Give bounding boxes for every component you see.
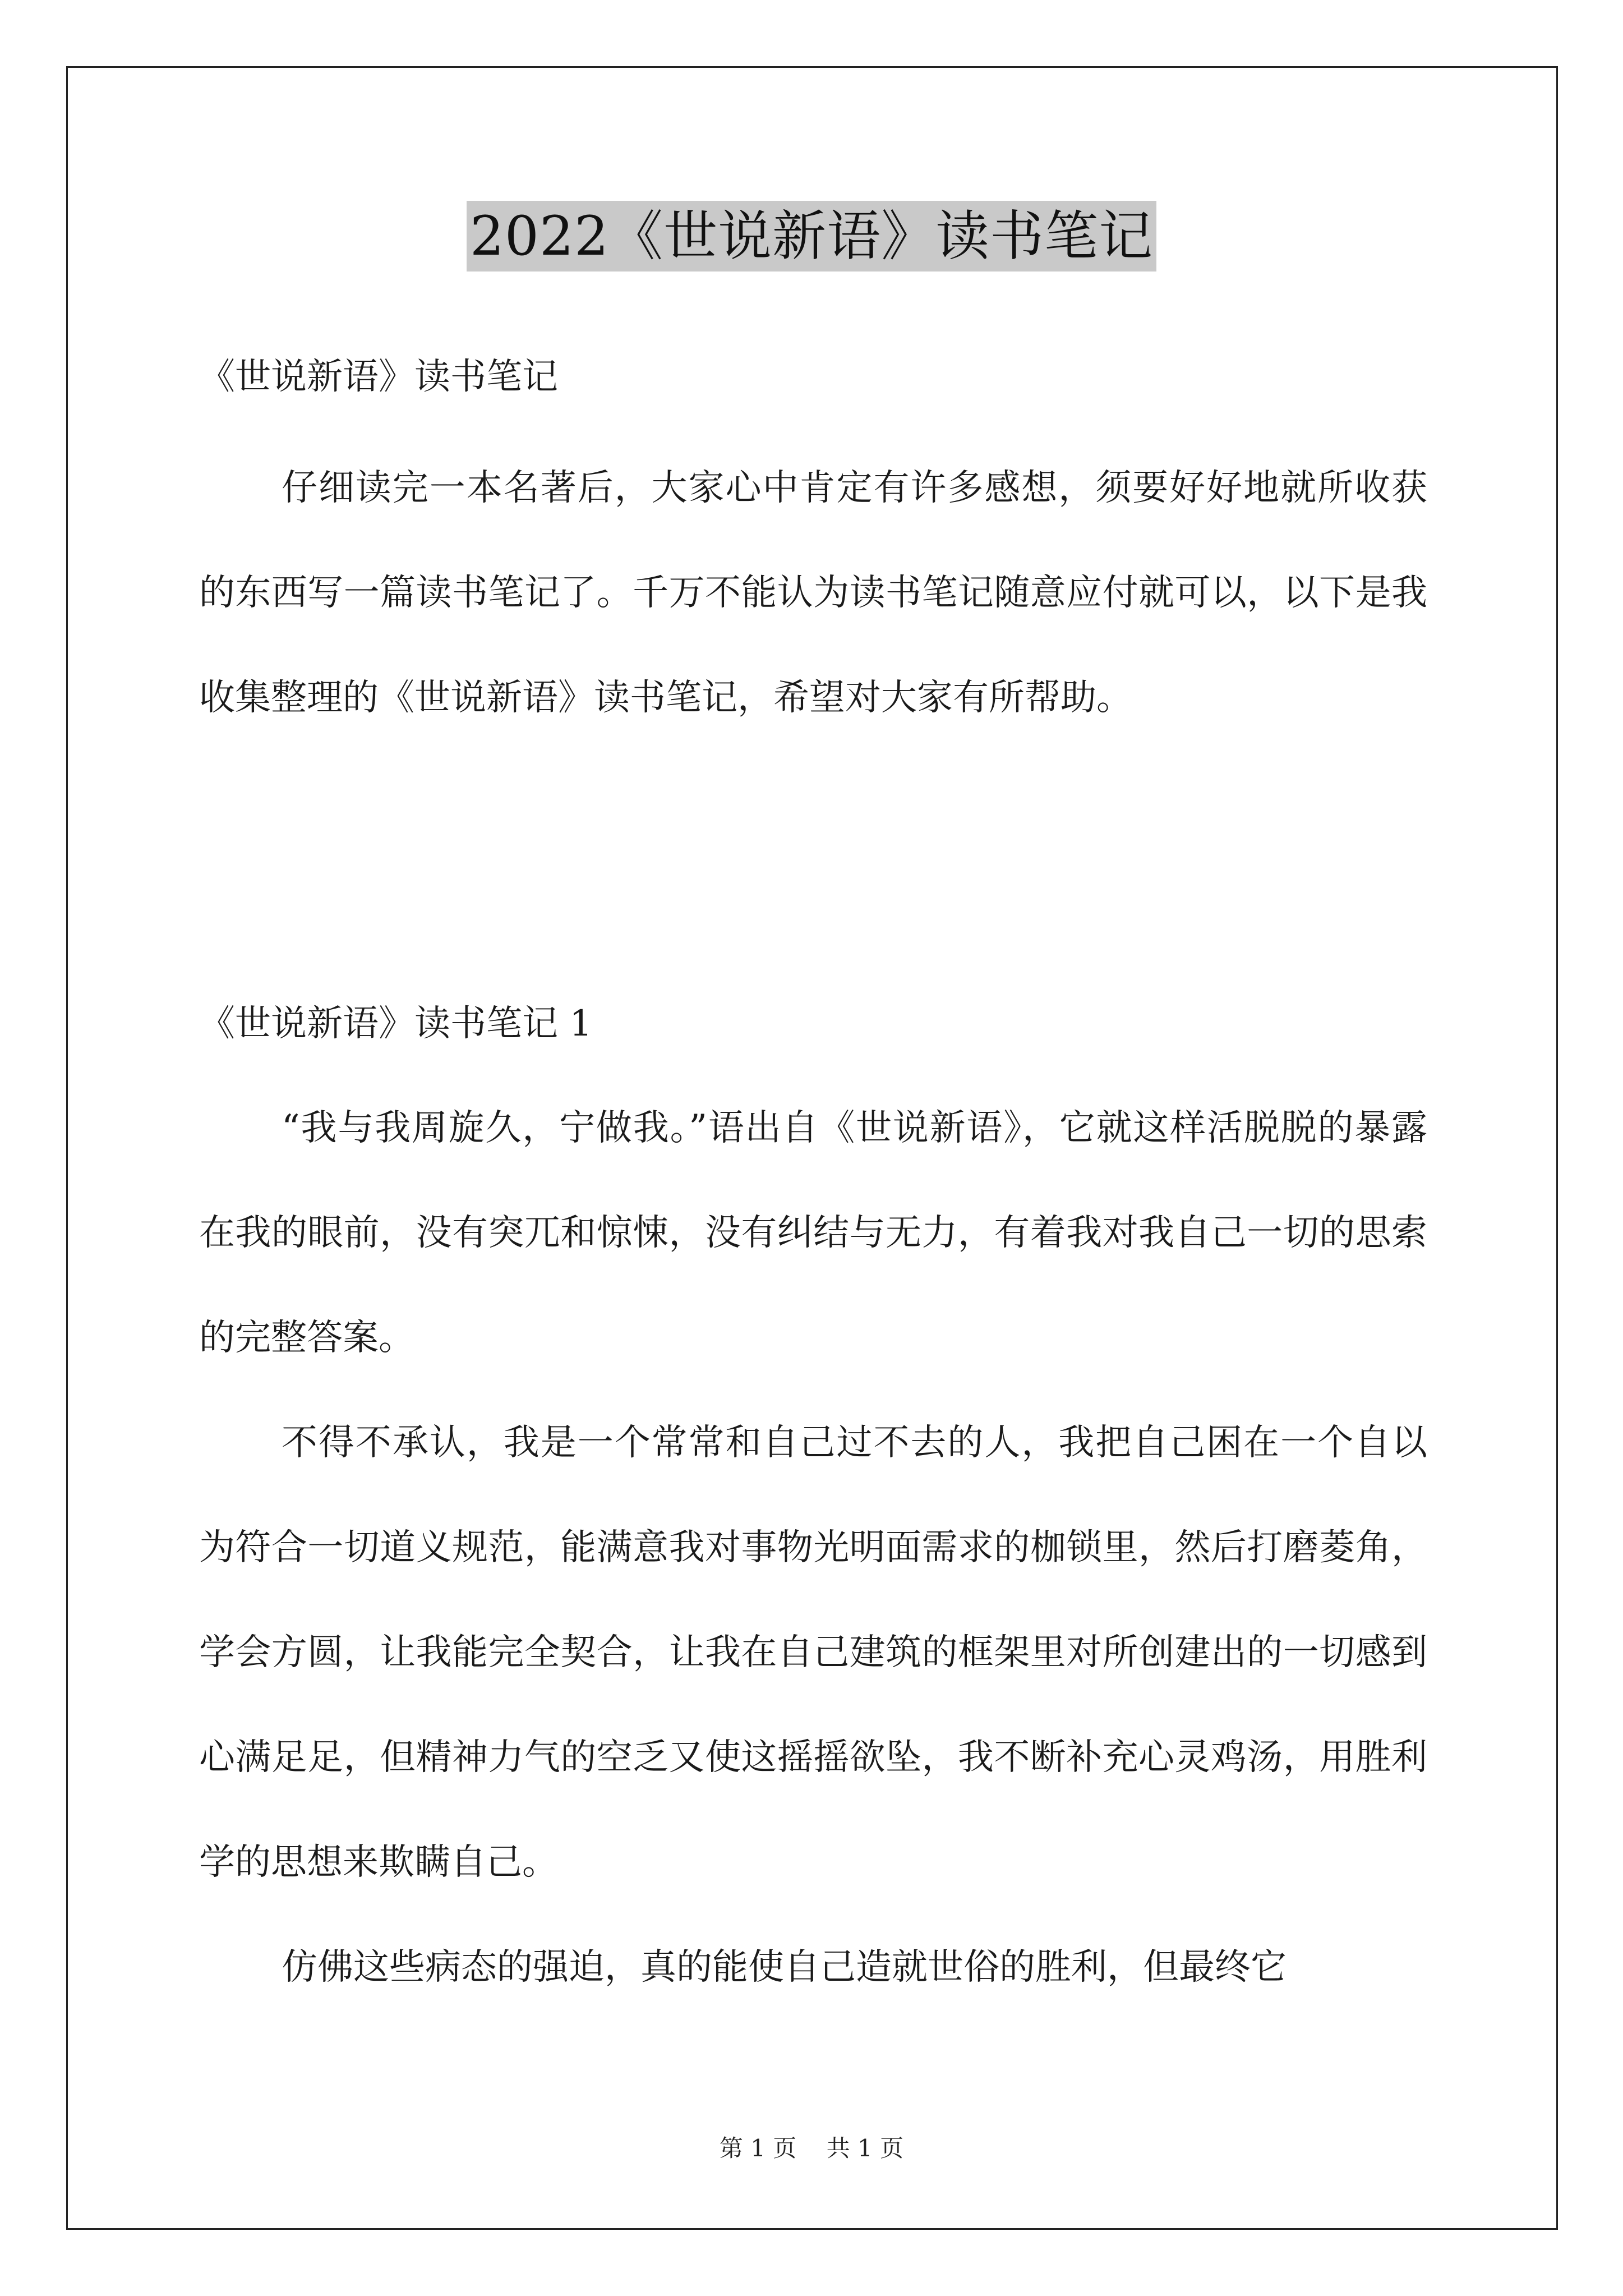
intro-paragraph: 仔细读完一本名著后，大家心中肯定有许多感想，须要好好地就所收获的东西写一篇读书笔记了。千万不能认为读书笔记随意应付就可以，以下是我收集整理的《世说新语》读书笔记，希望对大家有所帮助。 bbox=[199, 467, 1427, 719]
section-heading: 《世说新语》读书笔记 1 bbox=[199, 1003, 593, 1045]
document-subtitle: 《世说新语》读书笔记 bbox=[199, 356, 558, 398]
body-paragraph-3: 仿佛这些病态的强迫，真的能使自己造就世俗的胜利，但最终它 bbox=[282, 1947, 1287, 1988]
page-footer bbox=[0, 2132, 1623, 2165]
footer-page-current: 第 1 页 bbox=[719, 2134, 797, 2162]
body-paragraph-1: “我与我周旋久，宁做我。”语出自《世说新语》，它就这样活脱脱的暴露在我的眼前，没有突兀和惊悚，没有纠结与无力，有着我对我自己一切的思索的完整答案。 bbox=[199, 1107, 1427, 1359]
body-paragraph-2: 不得不承认，我是一个常常和自己过不去的人，我把自己困在一个自以为符合一切道义规范，能满意我对事物光明面需求的枷锁里，然后打磨菱角，学会方圆，让我能完全契合，让我在自己建筑的框架里对所创建出的一切感到心满足足，但精神力气的空乏又使这摇摇欲坠，我不断补充心灵鸡汤，用胜利学的思想来欺瞒自己。 bbox=[199, 1422, 1427, 1883]
footer-page-total: 共 1 页 bbox=[826, 2134, 904, 2162]
title-container bbox=[0, 201, 1623, 272]
document-title: 2022《世说新语》读书笔记 bbox=[467, 201, 1156, 272]
